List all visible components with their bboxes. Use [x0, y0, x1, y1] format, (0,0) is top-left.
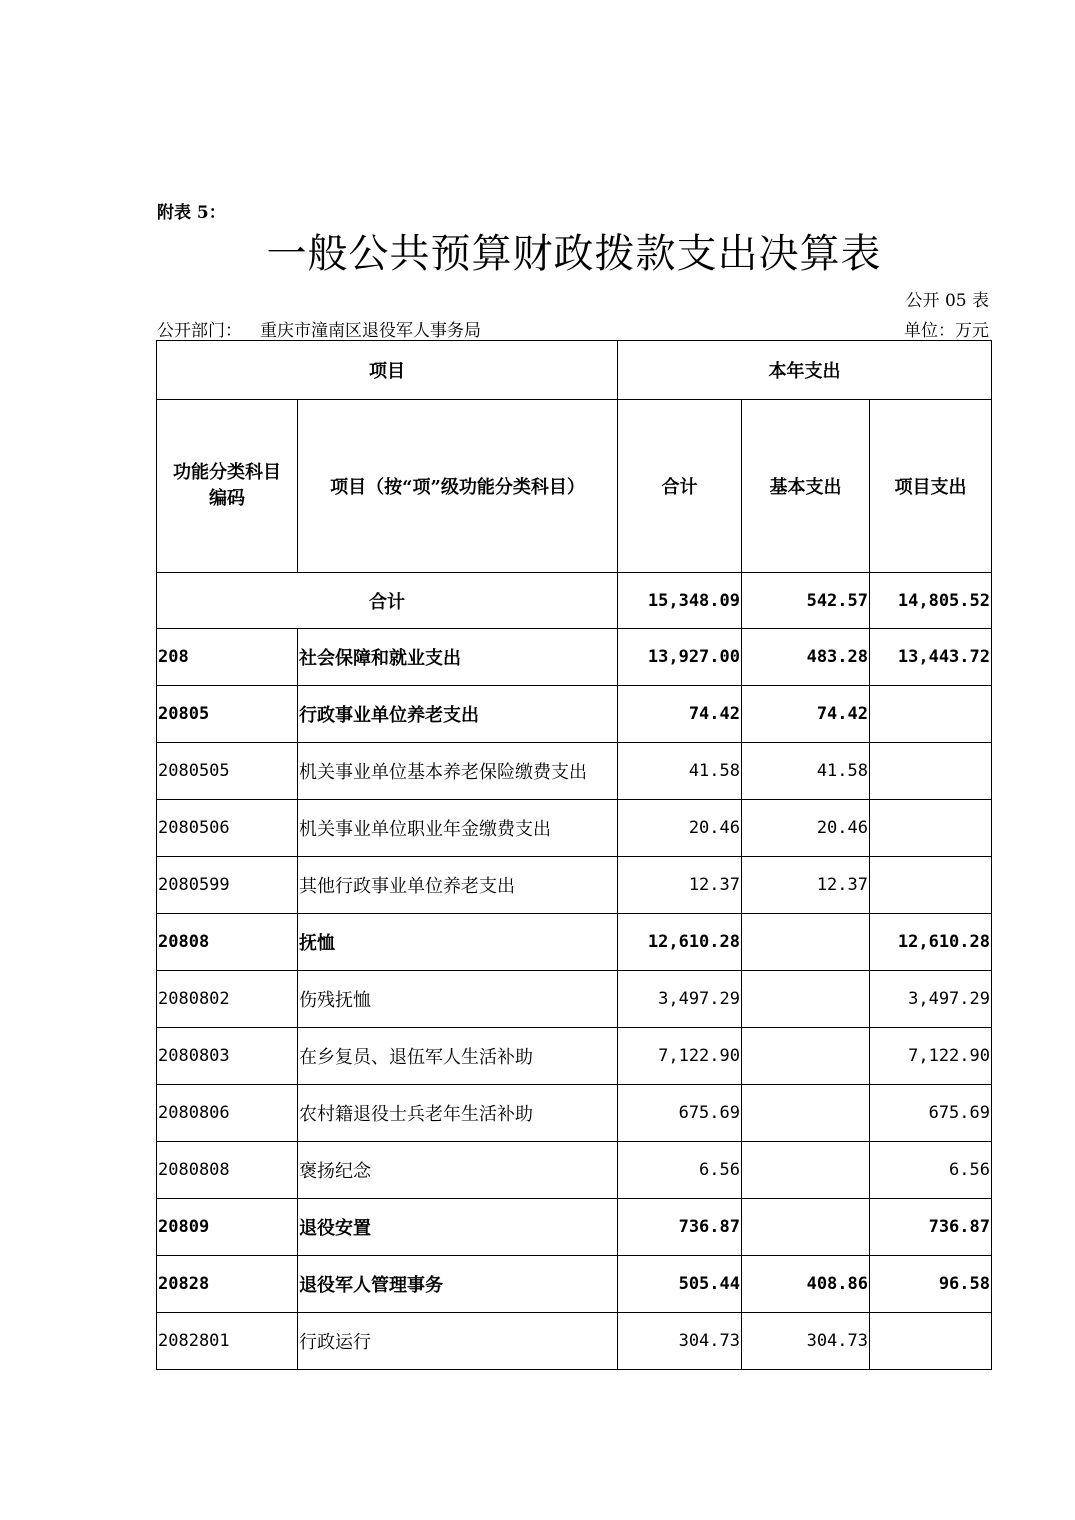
row-basic	[742, 1142, 870, 1199]
row-total: 6.56	[618, 1142, 742, 1199]
total-basic: 542.57	[742, 573, 870, 629]
row-project: 7,122.90	[870, 1028, 992, 1085]
row-project: 6.56	[870, 1142, 992, 1199]
row-code: 20805	[157, 686, 298, 743]
row-basic: 408.86	[742, 1256, 870, 1313]
row-basic	[742, 1028, 870, 1085]
col-total-header: 合计	[618, 400, 742, 573]
header-current-year: 本年支出	[618, 341, 992, 400]
row-project	[870, 686, 992, 743]
table-row	[157, 1313, 992, 1370]
expenditure-table	[156, 340, 992, 1370]
department-line	[157, 316, 481, 341]
row-code: 20808	[157, 914, 298, 971]
total-total: 15,348.09	[618, 573, 742, 629]
row-project: 96.58	[870, 1256, 992, 1313]
row-code: 20809	[157, 1199, 298, 1256]
col-project-header: 项目支出	[870, 400, 992, 573]
col-name-header: 项目（按“项”级功能分类科目）	[298, 400, 618, 573]
row-name: 农村籍退役士兵老年生活补助	[298, 1085, 618, 1142]
row-name: 褒扬纪念	[298, 1142, 618, 1199]
row-total: 74.42	[618, 686, 742, 743]
row-code: 2080803	[157, 1028, 298, 1085]
total-label: 合计	[157, 573, 618, 629]
row-basic: 483.28	[742, 629, 870, 686]
row-basic	[742, 914, 870, 971]
row-code: 2082801	[157, 1313, 298, 1370]
row-total: 13,927.00	[618, 629, 742, 686]
col-basic-header: 基本支出	[742, 400, 870, 573]
row-basic: 20.46	[742, 800, 870, 857]
row-total: 3,497.29	[618, 971, 742, 1028]
row-name: 其他行政事业单位养老支出	[298, 857, 618, 914]
page-title: 一般公共预算财政拨款支出决算表	[266, 231, 882, 277]
row-code: 2080599	[157, 857, 298, 914]
row-total: 675.69	[618, 1085, 742, 1142]
table-row	[157, 1142, 992, 1199]
col-code-header: 功能分类科目编码	[157, 400, 298, 573]
row-code: 2080806	[157, 1085, 298, 1142]
row-basic	[742, 1199, 870, 1256]
row-name: 机关事业单位基本养老保险缴费支出	[298, 743, 618, 800]
header-row-1	[157, 341, 992, 400]
row-name: 社会保障和就业支出	[298, 629, 618, 686]
total-project: 14,805.52	[870, 573, 992, 629]
table-row	[157, 800, 992, 857]
row-total: 505.44	[618, 1256, 742, 1313]
row-project: 13,443.72	[870, 629, 992, 686]
table-row	[157, 914, 992, 971]
row-basic: 304.73	[742, 1313, 870, 1370]
header-row-2	[157, 400, 992, 573]
row-total: 41.58	[618, 743, 742, 800]
row-code: 20828	[157, 1256, 298, 1313]
form-number: 公开 05 表	[905, 291, 989, 311]
attachment-label: 附表 5：	[157, 203, 226, 223]
table-row	[157, 1256, 992, 1313]
row-code: 208	[157, 629, 298, 686]
row-basic: 41.58	[742, 743, 870, 800]
row-project	[870, 743, 992, 800]
row-code: 2080808	[157, 1142, 298, 1199]
row-code: 2080506	[157, 800, 298, 857]
row-total: 12.37	[618, 857, 742, 914]
row-name: 抚恤	[298, 914, 618, 971]
header-project: 项目	[157, 341, 618, 400]
row-project: 675.69	[870, 1085, 992, 1142]
table-row	[157, 1085, 992, 1142]
row-code: 2080802	[157, 971, 298, 1028]
row-total: 12,610.28	[618, 914, 742, 971]
table-row	[157, 857, 992, 914]
department-name: 重庆市潼南区退役军人事务局	[260, 321, 481, 341]
row-name: 伤残抚恤	[298, 971, 618, 1028]
row-total: 20.46	[618, 800, 742, 857]
row-basic: 74.42	[742, 686, 870, 743]
row-project: 12,610.28	[870, 914, 992, 971]
row-name: 退役安置	[298, 1199, 618, 1256]
table-row	[157, 686, 992, 743]
table-row	[157, 971, 992, 1028]
table-row	[157, 629, 992, 686]
row-name: 行政运行	[298, 1313, 618, 1370]
row-total: 736.87	[618, 1199, 742, 1256]
table-row	[157, 1028, 992, 1085]
row-basic: 12.37	[742, 857, 870, 914]
department-label: 公开部门：	[157, 321, 242, 341]
row-project	[870, 1313, 992, 1370]
row-project: 736.87	[870, 1199, 992, 1256]
row-project	[870, 857, 992, 914]
row-name: 在乡复员、退伍军人生活补助	[298, 1028, 618, 1085]
table-row	[157, 1199, 992, 1256]
row-total: 7,122.90	[618, 1028, 742, 1085]
unit-label: 单位：万元	[904, 321, 989, 341]
row-project	[870, 800, 992, 857]
table-row	[157, 743, 992, 800]
row-name: 机关事业单位职业年金缴费支出	[298, 800, 618, 857]
row-code: 2080505	[157, 743, 298, 800]
row-name: 退役军人管理事务	[298, 1256, 618, 1313]
row-project: 3,497.29	[870, 971, 992, 1028]
row-total: 304.73	[618, 1313, 742, 1370]
row-basic	[742, 1085, 870, 1142]
total-row	[157, 573, 992, 629]
row-basic	[742, 971, 870, 1028]
row-name: 行政事业单位养老支出	[298, 686, 618, 743]
